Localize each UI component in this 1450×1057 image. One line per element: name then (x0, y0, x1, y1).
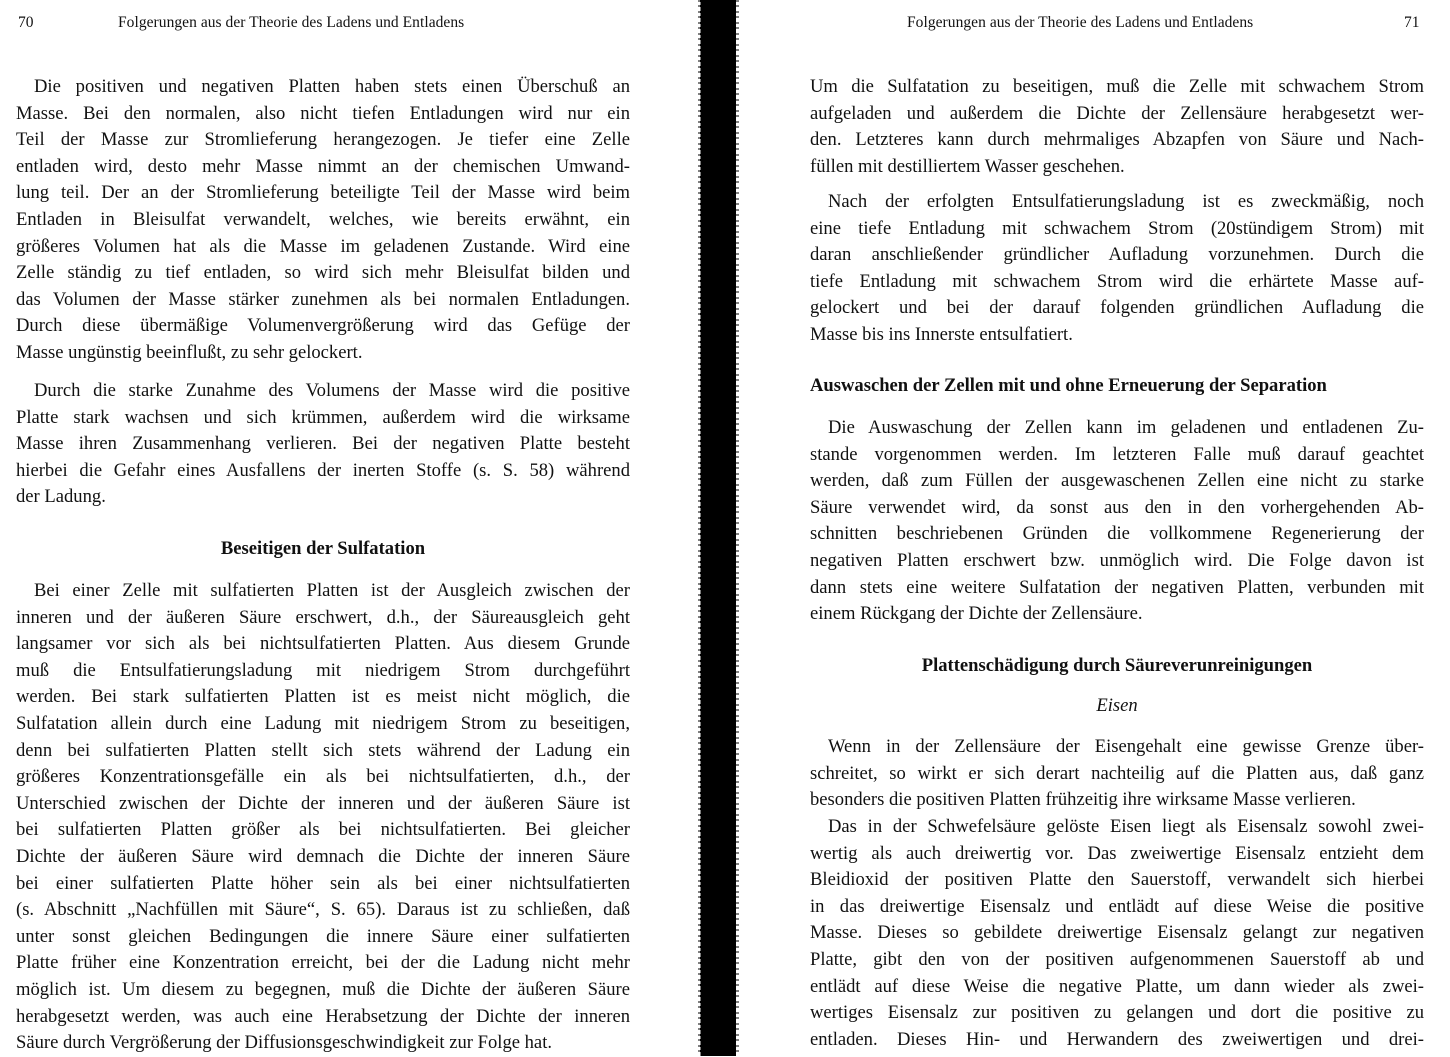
text-line: Unterschied zwischen der Dichte der inneren und der äußeren Säure ist (16, 792, 630, 814)
paragraph-lines (16, 378, 630, 511)
text-line: Die Auswaschung der Zellen kann im geladenen und entladenen Zu- (828, 417, 1424, 438)
book-gutter (700, 0, 736, 1056)
text-line: Platte stark wachsen und sich krümmen, außerdem wird die wirksame (16, 406, 630, 428)
text-line: wertig als auch dreiwertig vor. Das zweiwertige Eisensalz entzieht dem (810, 842, 1424, 864)
text-line: Durch diese übermäßige Volumenvergrößerung wird das Gefüge der (16, 315, 630, 337)
text-line: eine tiefe Entladung mit schwachem Strom (20stündigem Strom) mit (810, 217, 1424, 239)
text-line: (s. Abschnitt „Nachfüllen mit Säure“, S. 65). Daraus ist zu schließen, daß (16, 899, 630, 921)
text-line: der Ladung. (16, 486, 106, 508)
text-line: einem Rückgang der Dichte der Zellensäure. (810, 603, 1143, 625)
paragraph-lines (810, 734, 1424, 814)
text-line: langsamer vor sich als bei nichtsulfatierten Platten. Aus diesem Grunde (16, 633, 630, 655)
text-line: Entladen in Bleisulfat verwandelt, welches, wie bereits erwähnt, ein (16, 208, 630, 230)
gutter-edge (698, 0, 701, 1056)
text-line: bei einer sulfatierten Platte höher sein als bei einer nichtsulfatierten (16, 872, 630, 894)
text-line: Zelle ständig zu tief entladen, so wird sich mehr Bleisulfat bilden und (16, 262, 630, 284)
text-line: denn bei sulfatierten Platten stellt sich stets während der Ladung ein (16, 739, 630, 761)
left-page (0, 0, 700, 1056)
text-line: aufgeladen und außerdem die Dichte der Zellensäure herabgesetzt wer- (810, 102, 1424, 124)
text-line: negativen Platten erschwert bzw. unmöglich wird. Die Folge davon ist (810, 549, 1424, 571)
page-number: 71 (1404, 14, 1420, 31)
text-line: gelockert und bei der darauf folgenden gründlichen Aufladung die (810, 297, 1424, 319)
paragraph (810, 814, 1424, 1053)
text-line: Nach der erfolgten Entsulfatierungsladung ist es zweckmäßig, noch (828, 191, 1424, 212)
subsection-heading: Eisen (1096, 695, 1138, 716)
text-line: größeres Konzentrationsgefälle ein als bei nichtsulfatierten, d.h., der (16, 766, 630, 788)
text-line: den. Letzteres kann durch mehrmaliges Abzapfen von Säure und Nach- (810, 129, 1424, 151)
section-heading: Plattenschädigung durch Säureverunreinigungen (921, 655, 1313, 676)
text-line: Säure verwendet wird, da sonst aus den in den vorhergehenden Ab- (810, 496, 1424, 518)
text-line: Dichte der äußeren Säure wird demnach die Dichte der inneren Säure (16, 845, 630, 867)
text-line: Masse. Dieses so gebildete dreiwertige Eisensalz gelangt zur negativen (810, 922, 1424, 944)
text-line: daran anschließender gründlicher Aufladung vorzunehmen. Durch die (810, 244, 1424, 266)
paragraph (16, 378, 630, 511)
page-number: 70 (18, 14, 34, 31)
paragraph-lines (16, 74, 630, 367)
text-line: Bleidioxid der positiven Platte den Sauerstoff, verwandelt sich hierbei (810, 869, 1424, 891)
paragraph-lines (810, 74, 1424, 180)
text-line: inneren und der äußeren Säure erschwert, d.h., der Säureausgleich geht (16, 606, 630, 628)
text-line: werden, daß zum Füllen der ausgewaschenen Zellen eine nicht zu starke (810, 470, 1424, 492)
paragraph (16, 74, 630, 367)
paragraph-lines (810, 415, 1424, 628)
paragraph-lines (810, 814, 1424, 1053)
text-line: Säure durch Vergrößerung der Diffusionsgeschwindigkeit zur Folge hat. (16, 1032, 553, 1054)
paragraph (16, 578, 630, 1057)
text-line: Platte, gibt den von der positiven aufgenommenen Sauerstoff ab und (810, 948, 1424, 970)
paragraph (810, 415, 1424, 628)
text-line: besonders die positiven Platten frühzeitig ihre wirksame Masse verlieren. (810, 789, 1356, 811)
text-line: Bei einer Zelle mit sulfatierten Platten ist der Ausgleich zwischen der (34, 580, 630, 601)
text-line: unter sonst gleichen Bedingungen die innere Säure einer sulfatierten (16, 925, 630, 947)
text-line: wertiges Eisensalz zur positiven zu gelangen und dort die positive zu (810, 1002, 1424, 1024)
text-line: Teil der Masse zur Stromlieferung herangezogen. Je tiefer eine Zelle (16, 129, 630, 151)
text-line: entlädt auf diese Weise die negative Platte, um dann wieder als zwei- (810, 975, 1424, 997)
text-line: Masse ihren Zusammenhang verlieren. Bei der negativen Platte besteht (16, 433, 630, 455)
text-line: lung teil. Der an der Stromlieferung beteiligte Teil der Masse wird beim (16, 182, 630, 204)
text-line: in das dreiwertige Eisensalz und entlädt auf diese Weise die positive (810, 895, 1424, 917)
text-line: schnitten beschriebenen Gründen die vollkommene Regenerierung der (810, 523, 1424, 545)
text-line: entladen wird, desto mehr Masse nimmt an der chemischen Umwand- (16, 155, 630, 177)
text-line: Durch die starke Zunahme des Volumens der Masse wird die positive (34, 380, 630, 401)
text-line: größeres Volumen hat als die Masse im geladenen Zustande. Wird eine (16, 235, 630, 257)
running-head: Folgerungen aus der Theorie des Ladens und Entladens (118, 14, 465, 31)
right-page (736, 0, 1450, 1056)
text-line: Wenn in der Zellensäure der Eisengehalt eine gewisse Grenze über- (828, 736, 1424, 757)
text-line: schreitet, so wirkt er sich derart nachteilig auf die Platten aus, daß ganz (810, 762, 1424, 784)
section-heading: Auswaschen der Zellen mit und ohne Erneuerung der Separation (810, 375, 1327, 396)
text-line: hierbei die Gefahr eines Ausfallens der inerten Stoffe (s. S. 58) während (16, 459, 630, 481)
paragraph (810, 74, 1424, 180)
paragraph (810, 189, 1424, 349)
text-line: Platte früher eine Konzentration erreicht, bei der die Ladung nicht mehr (16, 952, 630, 974)
text-line: stande vorgenommen werden. Im letzteren Falle muß darauf geachtet (810, 443, 1424, 465)
text-line: Das in der Schwefelsäure gelöste Eisen liegt als Eisensalz sowohl zwei- (828, 816, 1424, 837)
text-line: Masse. Bei den normalen, also nicht tiefen Entladungen wird nur ein (16, 102, 630, 124)
paragraph (810, 734, 1424, 814)
text-line: muß die Entsulfatierungsladung mit niedrigem Strom durchgeführt (16, 659, 630, 681)
text-line: das Volumen der Masse stärker zunehmen als bei normalen Entladungen. (16, 288, 630, 310)
text-line: herabgesetzt werden, was auch eine Herabsetzung der Dichte der inneren (16, 1005, 630, 1027)
text-line: entladen. Dieses Hin- und Herwandern des zweiwertigen und drei- (810, 1028, 1424, 1050)
text-line: tiefe Entladung mit schwachem Strom wird die erhärtete Masse auf- (810, 270, 1424, 292)
text-line: füllen mit destilliertem Wasser geschehen. (810, 155, 1125, 177)
text-line: dann stets eine weitere Sulfatation der negativen Platten, verbunden mit (810, 576, 1424, 598)
section-heading: Beseitigen der Sulfatation (220, 538, 426, 559)
paragraph-lines (810, 189, 1424, 349)
text-line: bei sulfatierten Platten größer als bei nichtsulfatierten. Bei gleicher (16, 819, 630, 841)
text-line: Um die Sulfatation zu beseitigen, muß die Zelle mit schwachem Strom (810, 76, 1424, 97)
text-line: Masse ungünstig beeinflußt, zu sehr gelockert. (16, 341, 363, 363)
text-line: Masse bis ins Innerste entsulfatiert. (810, 323, 1073, 345)
paragraph-lines (16, 578, 630, 1057)
running-head: Folgerungen aus der Theorie des Ladens und Entladens (907, 14, 1254, 31)
text-line: möglich ist. Um diesem zu begegnen, muß die Dichte der äußeren Säure (16, 978, 630, 1000)
text-line: Sulfatation allein durch eine Ladung mit niedrigem Strom zu beseitigen, (16, 712, 630, 734)
text-line: werden. Bei stark sulfatierten Platten ist es meist nicht möglich, die (16, 686, 630, 708)
text-line: Die positiven und negativen Platten haben stets einen Überschuß an (34, 76, 630, 97)
